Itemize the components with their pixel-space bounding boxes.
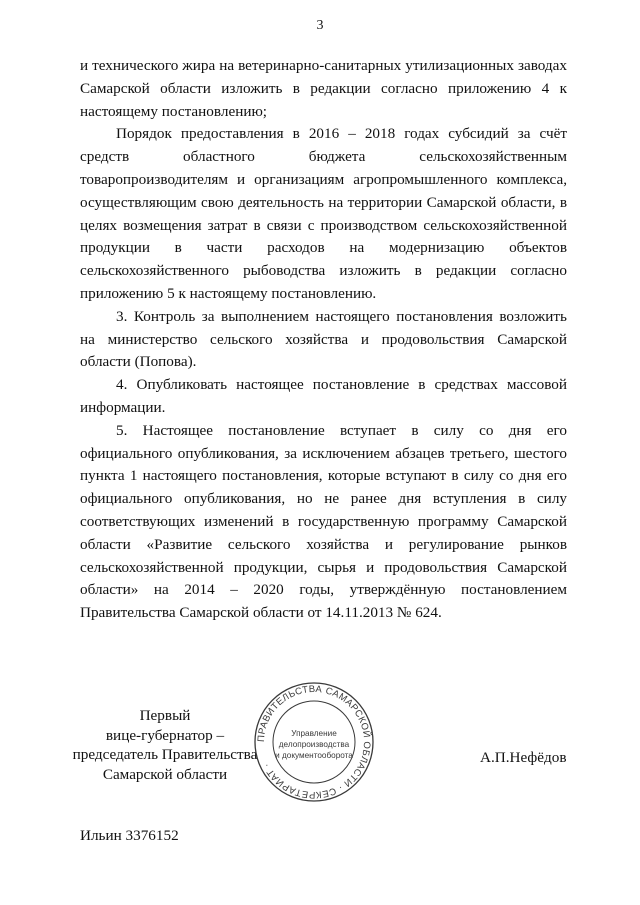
document-body (80, 55, 567, 625)
paragraph-item-5: 5. Настоящее постановление вступает в силу со дня его официального опубликования, за исключением абзацев третьего, шестого пункта 1 настоящего постановления, которые вступают в силу со дня его официального опубликования, но не ранее дня вступления в силу соответствующих изменений в государственную программу Самарской области «Развитие сельского хозяйства и регулирование рынков сельскохозяйственной продукции, сырья и продовольствия Самарской области» на 2014 – 2020 годы, утверждённую постановлением Правительства Самарской области от 14.11.2013 № 624. (80, 421, 567, 622)
paragraph-item-3: 3. Контроль за выполнением настоящего постановления возложить на министерство сельского хозяйства и продовольствия Самарской области (Попова). (80, 307, 567, 371)
executor-contact: Ильин 3376152 (80, 827, 179, 844)
paragraph-subsidy-procedure: Порядок предоставления в 2016 – 2018 годах субсидий за счёт средств областного бюджета сельскохозяйственным товаропроизводителям и организациям агропромышленного комплекса, осуществляющим свою деятельность на территории Самарской области, в целях возмещения затрат в связи с производством сельскохозяйственной продукции в части расходов на модернизацию объектов сельскохозяйственного рыбоводства изложить в редакции согласно приложению 5 к настоящему постановлению. (80, 125, 567, 302)
stamp-inner-line: делопроизводства (278, 740, 350, 749)
signatory-position-line: Первый (139, 707, 191, 724)
signatory-name: А.П.Нефёдов (480, 749, 567, 766)
signatory-position-line: вице-губернатор – (105, 726, 225, 744)
stamp-inner-line: и документооборота (275, 751, 353, 760)
paragraph-continuation: и технического жира на ветеринарно-санитарных утилизационных заводах Самарской области изложить в редакции согласно приложению 4 к настоящему постановлению; (80, 57, 567, 120)
page-number: 3 (316, 18, 324, 33)
stamp-inner-line: Управление (291, 729, 337, 738)
stamp-ring-text: ПРАВИТЕЛЬСТВА САМАРСКОЙ ОБЛАСТИ · СЕКРЕТАРИАТ · (255, 683, 373, 801)
signatory-position-line: Самарской области (102, 765, 228, 783)
official-seal-stamp (252, 680, 376, 804)
paragraph-item-4: 4. Опубликовать настоящее постановление в средствах массовой информации. (80, 376, 567, 416)
signatory-position-line: председатель Правительства (72, 746, 258, 763)
signatory-position (60, 706, 270, 784)
